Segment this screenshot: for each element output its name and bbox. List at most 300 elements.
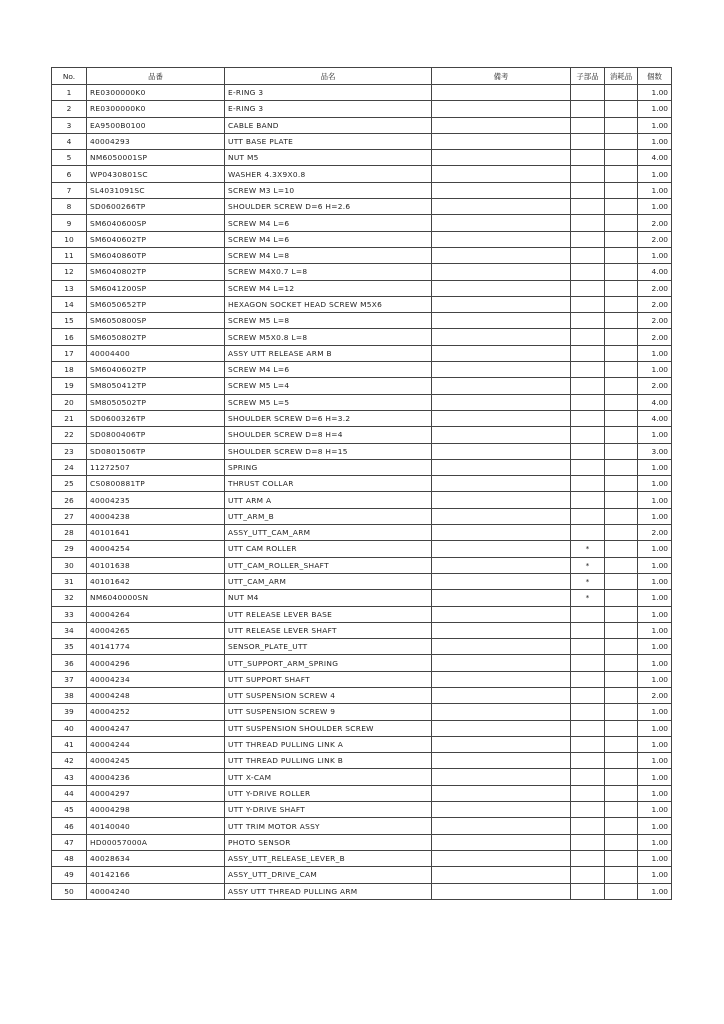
row-no: 3 [52,117,87,133]
quantity-cell: 2.00 [638,329,672,345]
quantity-cell: 1.00 [638,182,672,198]
sub-part-mark-cell [571,378,605,394]
row-no: 4 [52,133,87,149]
sub-part-mark-cell [571,769,605,785]
remarks-cell [432,296,571,312]
part-name-cell: ASSY UTT RELEASE ARM B [225,345,432,361]
part-name-cell: SCREW M5X0.8 L=8 [225,329,432,345]
sub-part-mark-cell [571,736,605,752]
consumable-cell [605,117,638,133]
part-name-cell: UTT TRIM MOTOR ASSY [225,818,432,834]
quantity-cell: 2.00 [638,231,672,247]
remarks-cell [432,117,571,133]
table-row [52,362,672,378]
quantity-cell: 1.00 [638,671,672,687]
part-name-cell: SENSOR_PLATE_UTT [225,639,432,655]
consumable-cell [605,834,638,850]
remarks-cell [432,525,571,541]
consumable-cell [605,655,638,671]
sub-part-mark-cell [571,182,605,198]
consumable-cell [605,557,638,573]
part-name-cell: UTT Y-DRIVE ROLLER [225,785,432,801]
part-name-cell: UTT SUSPENSION SCREW 4 [225,687,432,703]
table-row [52,769,672,785]
part-code-cell: SD0600326TP [87,410,225,426]
sub-part-mark-cell: * [571,541,605,557]
part-code-cell: 40101638 [87,557,225,573]
row-no: 49 [52,867,87,883]
table-row [52,850,672,866]
sub-part-mark-cell [571,834,605,850]
table-row [52,313,672,329]
consumable-cell [605,264,638,280]
remarks-cell [432,557,571,573]
part-code-cell: 40004235 [87,492,225,508]
quantity-cell: 4.00 [638,150,672,166]
consumable-cell [605,867,638,883]
sub-part-mark-cell [571,525,605,541]
consumable-cell [605,313,638,329]
part-name-cell: SHOULDER SCREW D=8 H=15 [225,443,432,459]
table-row [52,117,672,133]
table-row [52,427,672,443]
part-code-cell: 40004254 [87,541,225,557]
part-code-cell: RE0300000K0 [87,85,225,101]
part-code-cell: RE0300000K0 [87,101,225,117]
table-row [52,345,672,361]
sub-part-mark-cell [571,639,605,655]
part-code-cell: 40004248 [87,687,225,703]
table-row [52,133,672,149]
row-no: 10 [52,231,87,247]
part-code-cell: 40004244 [87,736,225,752]
sub-part-mark-cell [571,802,605,818]
quantity-cell: 1.00 [638,117,672,133]
consumable-cell [605,508,638,524]
table-row [52,492,672,508]
part-name-cell: SCREW M4 L=8 [225,247,432,263]
header-qty: 個数 [638,68,672,85]
sub-part-mark-cell [571,85,605,101]
table-row [52,802,672,818]
part-code-cell: HD00057000A [87,834,225,850]
remarks-cell [432,166,571,182]
consumable-cell [605,280,638,296]
sub-part-mark-cell [571,362,605,378]
table-row [52,476,672,492]
part-code-cell: SL4031091SC [87,182,225,198]
quantity-cell: 1.00 [638,802,672,818]
consumable-cell [605,883,638,899]
sub-part-mark-cell [571,345,605,361]
sub-part-mark-cell [571,410,605,426]
sub-part-mark-cell [571,133,605,149]
table-row [52,720,672,736]
remarks-cell [432,834,571,850]
remarks-cell [432,883,571,899]
sub-part-mark-cell [571,476,605,492]
part-code-cell: 40004296 [87,655,225,671]
sub-part-mark-cell [571,867,605,883]
part-name-cell: ASSY_UTT_DRIVE_CAM [225,867,432,883]
consumable-cell [605,525,638,541]
row-no: 1 [52,85,87,101]
table-row [52,394,672,410]
sub-part-mark-cell [571,492,605,508]
remarks-cell [432,850,571,866]
part-code-cell: 40004238 [87,508,225,524]
part-name-cell: SCREW M5 L=8 [225,313,432,329]
part-name-cell: NUT M5 [225,150,432,166]
consumable-cell [605,622,638,638]
header-no: No. [52,68,87,85]
remarks-cell [432,378,571,394]
sub-part-mark-cell [571,247,605,263]
remarks-cell [432,345,571,361]
quantity-cell: 4.00 [638,264,672,280]
quantity-cell: 1.00 [638,736,672,752]
part-code-cell: SM6041200SP [87,280,225,296]
remarks-cell [432,410,571,426]
table-row [52,247,672,263]
row-no: 15 [52,313,87,329]
table-row [52,606,672,622]
remarks-cell [432,133,571,149]
row-no: 31 [52,573,87,589]
quantity-cell: 4.00 [638,410,672,426]
sub-part-mark-cell: * [571,590,605,606]
row-no: 8 [52,199,87,215]
part-code-cell: 40028634 [87,850,225,866]
consumable-cell [605,802,638,818]
parts-table [51,67,672,900]
sub-part-mark-cell [571,313,605,329]
quantity-cell: 1.00 [638,639,672,655]
row-no: 24 [52,459,87,475]
quantity-cell: 4.00 [638,394,672,410]
table-row [52,687,672,703]
quantity-cell: 2.00 [638,525,672,541]
remarks-cell [432,182,571,198]
quantity-cell: 2.00 [638,296,672,312]
sub-part-mark-cell [571,117,605,133]
row-no: 26 [52,492,87,508]
sub-part-mark-cell [571,443,605,459]
remarks-cell [432,687,571,703]
part-code-cell: 40004236 [87,769,225,785]
part-code-cell: NM6040000SN [87,590,225,606]
consumable-cell [605,231,638,247]
row-no: 16 [52,329,87,345]
sub-part-mark-cell [571,687,605,703]
table-row [52,264,672,280]
part-name-cell: UTT Y-DRIVE SHAFT [225,802,432,818]
table-row [52,166,672,182]
consumable-cell [605,182,638,198]
part-code-cell: SM8050502TP [87,394,225,410]
table-row [52,525,672,541]
part-code-cell: 40004297 [87,785,225,801]
quantity-cell: 1.00 [638,101,672,117]
row-no: 38 [52,687,87,703]
remarks-cell [432,704,571,720]
quantity-cell: 1.00 [638,199,672,215]
part-code-cell: 40004298 [87,802,225,818]
quantity-cell: 1.00 [638,492,672,508]
remarks-cell [432,199,571,215]
sub-part-mark-cell [571,199,605,215]
quantity-cell: 2.00 [638,215,672,231]
part-name-cell: SCREW M5 L=4 [225,378,432,394]
sub-part-mark-cell [571,394,605,410]
remarks-cell [432,427,571,443]
sub-part-mark-cell [571,508,605,524]
part-name-cell: SCREW M4 L=6 [225,362,432,378]
consumable-cell [605,476,638,492]
consumable-cell [605,850,638,866]
part-code-cell: NM6050001SP [87,150,225,166]
part-name-cell: SPRING [225,459,432,475]
sub-part-mark-cell [571,215,605,231]
remarks-cell [432,85,571,101]
part-name-cell: ASSY_UTT_CAM_ARM [225,525,432,541]
consumable-cell [605,345,638,361]
quantity-cell: 1.00 [638,459,672,475]
remarks-cell [432,671,571,687]
remarks-cell [432,639,571,655]
remarks-cell [432,264,571,280]
part-code-cell: 40004234 [87,671,225,687]
consumable-cell [605,573,638,589]
row-no: 48 [52,850,87,866]
part-code-cell: EA9500B0100 [87,117,225,133]
consumable-cell [605,753,638,769]
part-code-cell: 40004264 [87,606,225,622]
sub-part-mark-cell [571,459,605,475]
table-row [52,280,672,296]
consumable-cell [605,769,638,785]
row-no: 19 [52,378,87,394]
table-row [52,883,672,899]
quantity-cell: 1.00 [638,785,672,801]
part-name-cell: UTT X-CAM [225,769,432,785]
sub-part-mark-cell [571,427,605,443]
remarks-cell [432,215,571,231]
table-row [52,231,672,247]
sub-part-mark-cell [571,150,605,166]
quantity-cell: 1.00 [638,427,672,443]
quantity-cell: 2.00 [638,313,672,329]
consumable-cell [605,785,638,801]
consumable-cell [605,541,638,557]
part-name-cell: SCREW M4 L=6 [225,215,432,231]
quantity-cell: 1.00 [638,606,672,622]
remarks-cell [432,622,571,638]
part-name-cell: SCREW M4 L=12 [225,280,432,296]
part-code-cell: SM6050652TP [87,296,225,312]
part-name-cell: UTT_ARM_B [225,508,432,524]
sub-part-mark-cell [571,166,605,182]
part-name-cell: SHOULDER SCREW D=6 H=2.6 [225,199,432,215]
table-row [52,557,672,573]
consumable-cell [605,427,638,443]
row-no: 46 [52,818,87,834]
remarks-cell [432,150,571,166]
sub-part-mark-cell [571,280,605,296]
sub-part-mark-cell: * [571,573,605,589]
consumable-cell [605,410,638,426]
part-name-cell: CABLE BAND [225,117,432,133]
remarks-cell [432,362,571,378]
sub-part-mark-cell [571,785,605,801]
quantity-cell: 1.00 [638,508,672,524]
part-name-cell: UTT THREAD PULLING LINK B [225,753,432,769]
row-no: 12 [52,264,87,280]
consumable-cell [605,133,638,149]
quantity-cell: 1.00 [638,850,672,866]
consumable-cell [605,443,638,459]
row-no: 41 [52,736,87,752]
part-name-cell: ASSY UTT THREAD PULLING ARM [225,883,432,899]
header-part-name: 品名 [225,68,432,85]
part-code-cell: CS0800881TP [87,476,225,492]
part-code-cell: 40004400 [87,345,225,361]
table-row [52,834,672,850]
consumable-cell [605,394,638,410]
quantity-cell: 2.00 [638,687,672,703]
consumable-cell [605,459,638,475]
part-name-cell: SCREW M4X0.7 L=8 [225,264,432,280]
consumable-cell [605,247,638,263]
row-no: 33 [52,606,87,622]
row-no: 27 [52,508,87,524]
part-code-cell: 40141774 [87,639,225,655]
remarks-cell [432,280,571,296]
part-code-cell: 40140040 [87,818,225,834]
table-row [52,85,672,101]
row-no: 30 [52,557,87,573]
remarks-cell [432,231,571,247]
part-name-cell: SHOULDER SCREW D=6 H=3.2 [225,410,432,426]
row-no: 25 [52,476,87,492]
part-name-cell: THRUST COLLAR [225,476,432,492]
table-row [52,639,672,655]
quantity-cell: 1.00 [638,834,672,850]
part-name-cell: UTT CAM ROLLER [225,541,432,557]
table-row [52,671,672,687]
table-row [52,329,672,345]
consumable-cell [605,492,638,508]
table-row [52,215,672,231]
row-no: 18 [52,362,87,378]
consumable-cell [605,215,638,231]
row-no: 39 [52,704,87,720]
quantity-cell: 1.00 [638,704,672,720]
quantity-cell: 1.00 [638,133,672,149]
remarks-cell [432,655,571,671]
quantity-cell: 1.00 [638,345,672,361]
sub-part-mark-cell [571,850,605,866]
sub-part-mark-cell [571,231,605,247]
part-code-cell: SM6040802TP [87,264,225,280]
remarks-cell [432,606,571,622]
header-part-code: 品番 [87,68,225,85]
row-no: 45 [52,802,87,818]
part-name-cell: PHOTO SENSOR [225,834,432,850]
sub-part-mark-cell [571,704,605,720]
part-name-cell: UTT SUPPORT SHAFT [225,671,432,687]
sub-part-mark-cell [571,655,605,671]
table-row [52,410,672,426]
consumable-cell [605,101,638,117]
quantity-cell: 1.00 [638,655,672,671]
part-code-cell: 40004247 [87,720,225,736]
row-no: 32 [52,590,87,606]
consumable-cell [605,687,638,703]
part-code-cell: 40101642 [87,573,225,589]
remarks-cell [432,508,571,524]
part-name-cell: UTT SUSPENSION SHOULDER SCREW [225,720,432,736]
part-name-cell: UTT THREAD PULLING LINK A [225,736,432,752]
table-row [52,459,672,475]
table-row [52,622,672,638]
part-code-cell: 40142166 [87,867,225,883]
part-code-cell: SD0600266TP [87,199,225,215]
part-code-cell: 40004293 [87,133,225,149]
table-row [52,296,672,312]
quantity-cell: 1.00 [638,166,672,182]
consumable-cell [605,329,638,345]
remarks-cell [432,785,571,801]
quantity-cell: 1.00 [638,85,672,101]
row-no: 40 [52,720,87,736]
consumable-cell [605,720,638,736]
quantity-cell: 3.00 [638,443,672,459]
part-code-cell: 40004265 [87,622,225,638]
sub-part-mark-cell [571,753,605,769]
part-name-cell: UTT_CAM_ARM [225,573,432,589]
table-row [52,785,672,801]
row-no: 9 [52,215,87,231]
part-name-cell: UTT ARM A [225,492,432,508]
row-no: 20 [52,394,87,410]
part-name-cell: HEXAGON SOCKET HEAD SCREW M5X6 [225,296,432,312]
table-row [52,199,672,215]
table-row [52,590,672,606]
sub-part-mark-cell [571,818,605,834]
part-name-cell: UTT BASE PLATE [225,133,432,149]
remarks-cell [432,818,571,834]
row-no: 35 [52,639,87,655]
header-row [52,68,672,85]
row-no: 47 [52,834,87,850]
consumable-cell [605,639,638,655]
row-no: 37 [52,671,87,687]
row-no: 7 [52,182,87,198]
part-code-cell: 40101641 [87,525,225,541]
part-code-cell: SM6050800SP [87,313,225,329]
sub-part-mark-cell [571,329,605,345]
remarks-cell [432,753,571,769]
row-no: 28 [52,525,87,541]
quantity-cell: 1.00 [638,541,672,557]
part-name-cell: E-RING 3 [225,101,432,117]
part-code-cell: SM6040602TP [87,231,225,247]
part-name-cell: UTT_CAM_ROLLER_SHAFT [225,557,432,573]
row-no: 17 [52,345,87,361]
quantity-cell: 2.00 [638,378,672,394]
remarks-cell [432,101,571,117]
